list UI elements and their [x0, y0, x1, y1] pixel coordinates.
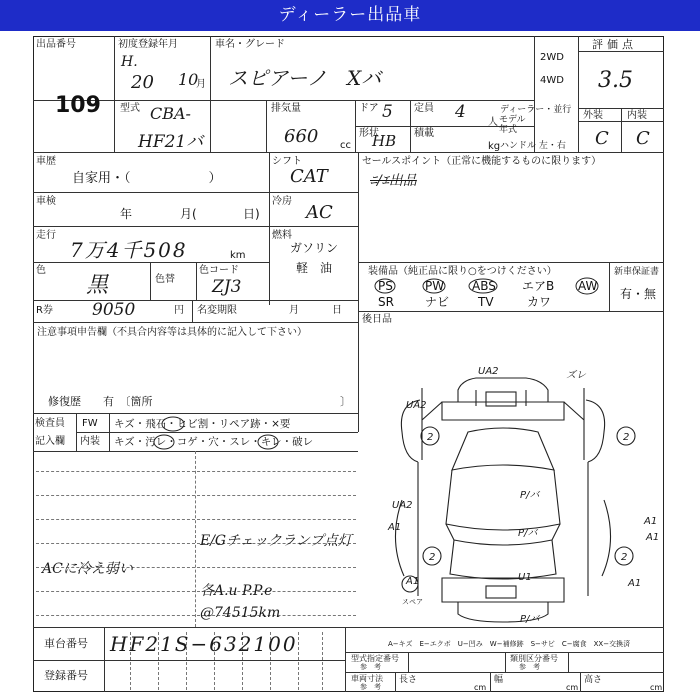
doors-label: ドア — [359, 103, 379, 114]
mileage-unit: km — [230, 250, 246, 261]
divider — [114, 100, 534, 101]
writing-line — [36, 519, 356, 520]
mileage-value: 7万4千508 — [70, 238, 188, 262]
recycle-label: R券 — [36, 305, 53, 316]
equipment-label: 装備品（純正品に限り○をつけください） — [368, 266, 557, 277]
divider — [266, 100, 267, 152]
capacity-label: 定員 — [414, 103, 434, 114]
writing-line — [36, 495, 356, 496]
diagram-wheel-fr: 2 — [623, 432, 630, 443]
note-mileage: @74515km — [200, 605, 281, 621]
equipment-aw: AW — [578, 279, 598, 293]
repair-history: 修復歴 有 〔箇所 — [48, 395, 153, 408]
car-name-label: 車名・グレード — [215, 39, 285, 50]
diagram-mark-bottom-p: P/バ — [520, 614, 540, 625]
equipment-ps: PS — [378, 279, 393, 293]
registration-era: H. — [121, 54, 138, 70]
divider — [210, 36, 211, 152]
size-height-unit: cm — [650, 683, 663, 692]
ac-label: 冷房 — [272, 196, 292, 207]
recycle-unit: 円 — [174, 305, 184, 316]
divider — [33, 226, 269, 227]
inspection-year: 年 — [120, 207, 133, 221]
diagram-wheel-rl: 2 — [429, 552, 436, 563]
divider — [395, 672, 396, 692]
diagram-mark-left-a1: A1 — [388, 522, 402, 533]
divider — [345, 672, 664, 673]
divider — [33, 413, 358, 414]
divider — [192, 300, 193, 322]
shift-value: CAT — [290, 166, 328, 187]
divider — [580, 672, 581, 692]
divider — [534, 36, 535, 152]
divider — [505, 652, 506, 672]
arrival-label: 後日品 — [362, 314, 392, 325]
divider — [358, 262, 664, 263]
chassis-label: 車台番号 — [44, 637, 88, 650]
size-width-unit: cm — [566, 683, 579, 692]
color-code-value: ZJ3 — [212, 277, 242, 297]
divider — [150, 262, 151, 300]
divider — [114, 36, 115, 152]
shape-value: HB — [372, 132, 397, 150]
divider — [196, 262, 197, 300]
inspector-label-2: 記入欄 — [35, 436, 65, 447]
class-number-ref: 参 考 — [519, 663, 540, 671]
divider — [269, 226, 358, 227]
registration-month: 10 — [178, 70, 199, 89]
divider — [408, 652, 409, 672]
inspector-interior: 内装 — [80, 436, 100, 447]
inspector-row-1: キズ・飛石・ヒビ割・リペア跡・×要 — [114, 418, 291, 430]
diagram-mark-top-ua2: UA2 — [478, 366, 499, 377]
score-label: 評価点 — [592, 38, 637, 51]
writing-line — [36, 615, 356, 616]
size-label: 車両寸法 — [351, 674, 383, 683]
divider — [345, 627, 346, 692]
color-replace-label: 色替 — [155, 274, 175, 285]
diagram-mark-hatch-u1: U1 — [518, 572, 532, 583]
diagram-mark-right-a1: A1 — [646, 532, 660, 543]
drive-2wd: 2WD — [540, 52, 564, 63]
box-divider — [298, 632, 299, 690]
divider — [358, 311, 664, 312]
divider — [33, 192, 269, 193]
notes-label: 注意事項申告欄（不具合内容等は具体的に記入して下さい） — [37, 327, 307, 338]
diagram-wheel-fl: 2 — [427, 432, 434, 443]
spec-number-ref: 参 考 — [360, 663, 381, 671]
car-name-value: スピアーノ Xバ — [228, 66, 382, 90]
history-label: 車歴 — [36, 156, 56, 167]
divider — [490, 672, 491, 692]
page-title: ディーラー出品車 — [0, 0, 700, 31]
displacement-value: 660 — [284, 126, 319, 147]
diagram-mark-roof-p: P/バ — [520, 490, 540, 501]
size-length-label: 長さ — [399, 675, 418, 685]
model-value-bottom: HF21バ — [138, 132, 204, 152]
box-divider — [322, 632, 323, 690]
fuel-diesel: 軽 油 — [296, 261, 333, 275]
exterior-label: 外装 — [583, 110, 603, 121]
recycle-value: 9050 — [92, 300, 136, 320]
shape-label: 形状 — [359, 128, 379, 139]
load-label: 積載 — [414, 128, 434, 139]
chassis-value: HF21S−632100 — [110, 632, 298, 656]
fuel-gasoline: ガソリン — [290, 241, 339, 255]
capacity-value: 4 — [455, 102, 466, 122]
note-each-a: 各A.u P.P.e — [200, 583, 273, 599]
diagram-mark-rear-p: P/バ — [518, 528, 538, 539]
divider — [33, 322, 358, 323]
equipment-navi: ナビ — [425, 295, 450, 309]
car-damage-diagram — [358, 340, 664, 640]
model-label: 型式 — [120, 103, 140, 114]
class-number-label: 類別区分番号 — [510, 654, 558, 663]
diagram-mark-left-a1-low: A1 — [406, 576, 420, 587]
warranty-value: 有・無 — [620, 287, 657, 301]
inspection-label: 車検 — [36, 196, 56, 207]
divider — [76, 413, 77, 451]
divider — [104, 627, 105, 692]
divider — [76, 432, 358, 433]
equipment-tv: TV — [478, 295, 494, 309]
registration-year: 20 — [131, 72, 154, 93]
diagram-mark-right-a1-upper: A1 — [644, 516, 658, 527]
size-height-label: 高さ — [584, 675, 603, 685]
shift-label: シフト — [272, 156, 302, 167]
writing-line — [36, 591, 356, 592]
model-value-top: CBA- — [150, 104, 191, 123]
registration-number-label: 登録番号 — [44, 669, 88, 682]
capacity-unit: 人 — [488, 117, 498, 128]
dealer-label: ディーラー・並行 — [500, 105, 572, 115]
equipment-abs: ABS — [472, 279, 496, 293]
writing-line — [36, 471, 356, 472]
selling-points-label: セールスポイント（正常に機能するものに限ります） — [362, 156, 602, 167]
color-code-label: 色コード — [199, 265, 239, 276]
inspector-fw: FW — [82, 418, 98, 429]
divider — [269, 192, 358, 193]
damage-key-legend: A−キズ E−エクボ U−凹み W−補修跡 S−サビ C−腐食 XX−交換済 — [388, 640, 631, 648]
history-value: 自家用・（ ） — [72, 171, 222, 186]
diagram-spare-label: スペア — [402, 598, 423, 606]
selling-points-value: ﾆ/ｴ出品 — [370, 173, 417, 189]
model-year-label: モデル 年式 — [499, 115, 526, 135]
equipment-leather: カワ — [527, 295, 552, 309]
diagram-mark-right-a1-low: A1 — [628, 578, 642, 589]
note-check-lamp: E/Gチェックランプ点灯 — [200, 533, 352, 549]
equipment-airbag: エアB — [522, 279, 555, 293]
divider — [578, 51, 664, 52]
interior-label: 内装 — [627, 110, 647, 121]
registration-label: 初度登録年月 — [118, 39, 178, 50]
diagram-mark-left-ua2-low: UA2 — [392, 500, 413, 511]
size-width-label: 幅 — [494, 675, 504, 685]
name-change-month: 月 — [289, 305, 299, 316]
inspector-circles — [0, 0, 1, 1]
displacement-unit: cc — [340, 140, 351, 151]
divider — [578, 36, 579, 152]
spec-number-label: 型式指定番号 — [351, 654, 399, 663]
inspector-label-1: 検査員 — [35, 418, 65, 429]
diagram-wheel-rr: 2 — [621, 552, 628, 563]
color-value: 黒 — [86, 273, 109, 298]
divider — [609, 262, 610, 311]
diagram-mark-top-zure: ズレ — [566, 370, 586, 381]
drive-4wd: 4WD — [540, 75, 564, 86]
divider — [33, 152, 664, 153]
divider — [109, 413, 110, 451]
fuel-label: 燃料 — [272, 230, 292, 241]
ac-value: AC — [306, 202, 333, 223]
interior-value: C — [636, 128, 650, 149]
load-unit: kg — [488, 141, 501, 152]
color-label: 色 — [36, 265, 46, 276]
score-value: 3.5 — [598, 68, 633, 93]
writing-divider — [195, 451, 196, 627]
divider — [33, 300, 358, 301]
inspection-month: 月( — [180, 207, 197, 221]
displacement-label: 排気量 — [271, 103, 301, 114]
size-length-unit: cm — [474, 683, 487, 692]
name-change-label: 名変期限 — [197, 305, 237, 316]
doors-value: 5 — [382, 102, 393, 122]
divider — [568, 652, 569, 672]
equipment-pw: PW — [425, 279, 445, 293]
size-ref: 参 考 — [360, 683, 381, 691]
steering-label: ハンドル 左・右 — [500, 141, 566, 151]
repair-history-close: 〕 — [340, 395, 351, 408]
inspection-day: 日) — [243, 207, 260, 221]
lot-number: 109 — [55, 93, 101, 118]
registration-month-unit: 月 — [196, 79, 206, 90]
warranty-label: 新車保証書 — [614, 267, 660, 277]
inspector-row-2: キズ・汚レ・コゲ・穴・スレ・キレ・破レ — [114, 436, 314, 448]
equipment-sr: SR — [378, 295, 394, 309]
divider — [269, 152, 270, 305]
note-ac-weak: ACに冷え弱い — [42, 561, 133, 577]
diagram-mark-left-ua2: UA2 — [406, 400, 427, 411]
exterior-value: C — [595, 128, 609, 149]
lot-label: 出品番号 — [36, 39, 76, 50]
mileage-label: 走行 — [36, 230, 56, 241]
divider — [621, 108, 622, 152]
name-change-day: 日 — [332, 305, 342, 316]
